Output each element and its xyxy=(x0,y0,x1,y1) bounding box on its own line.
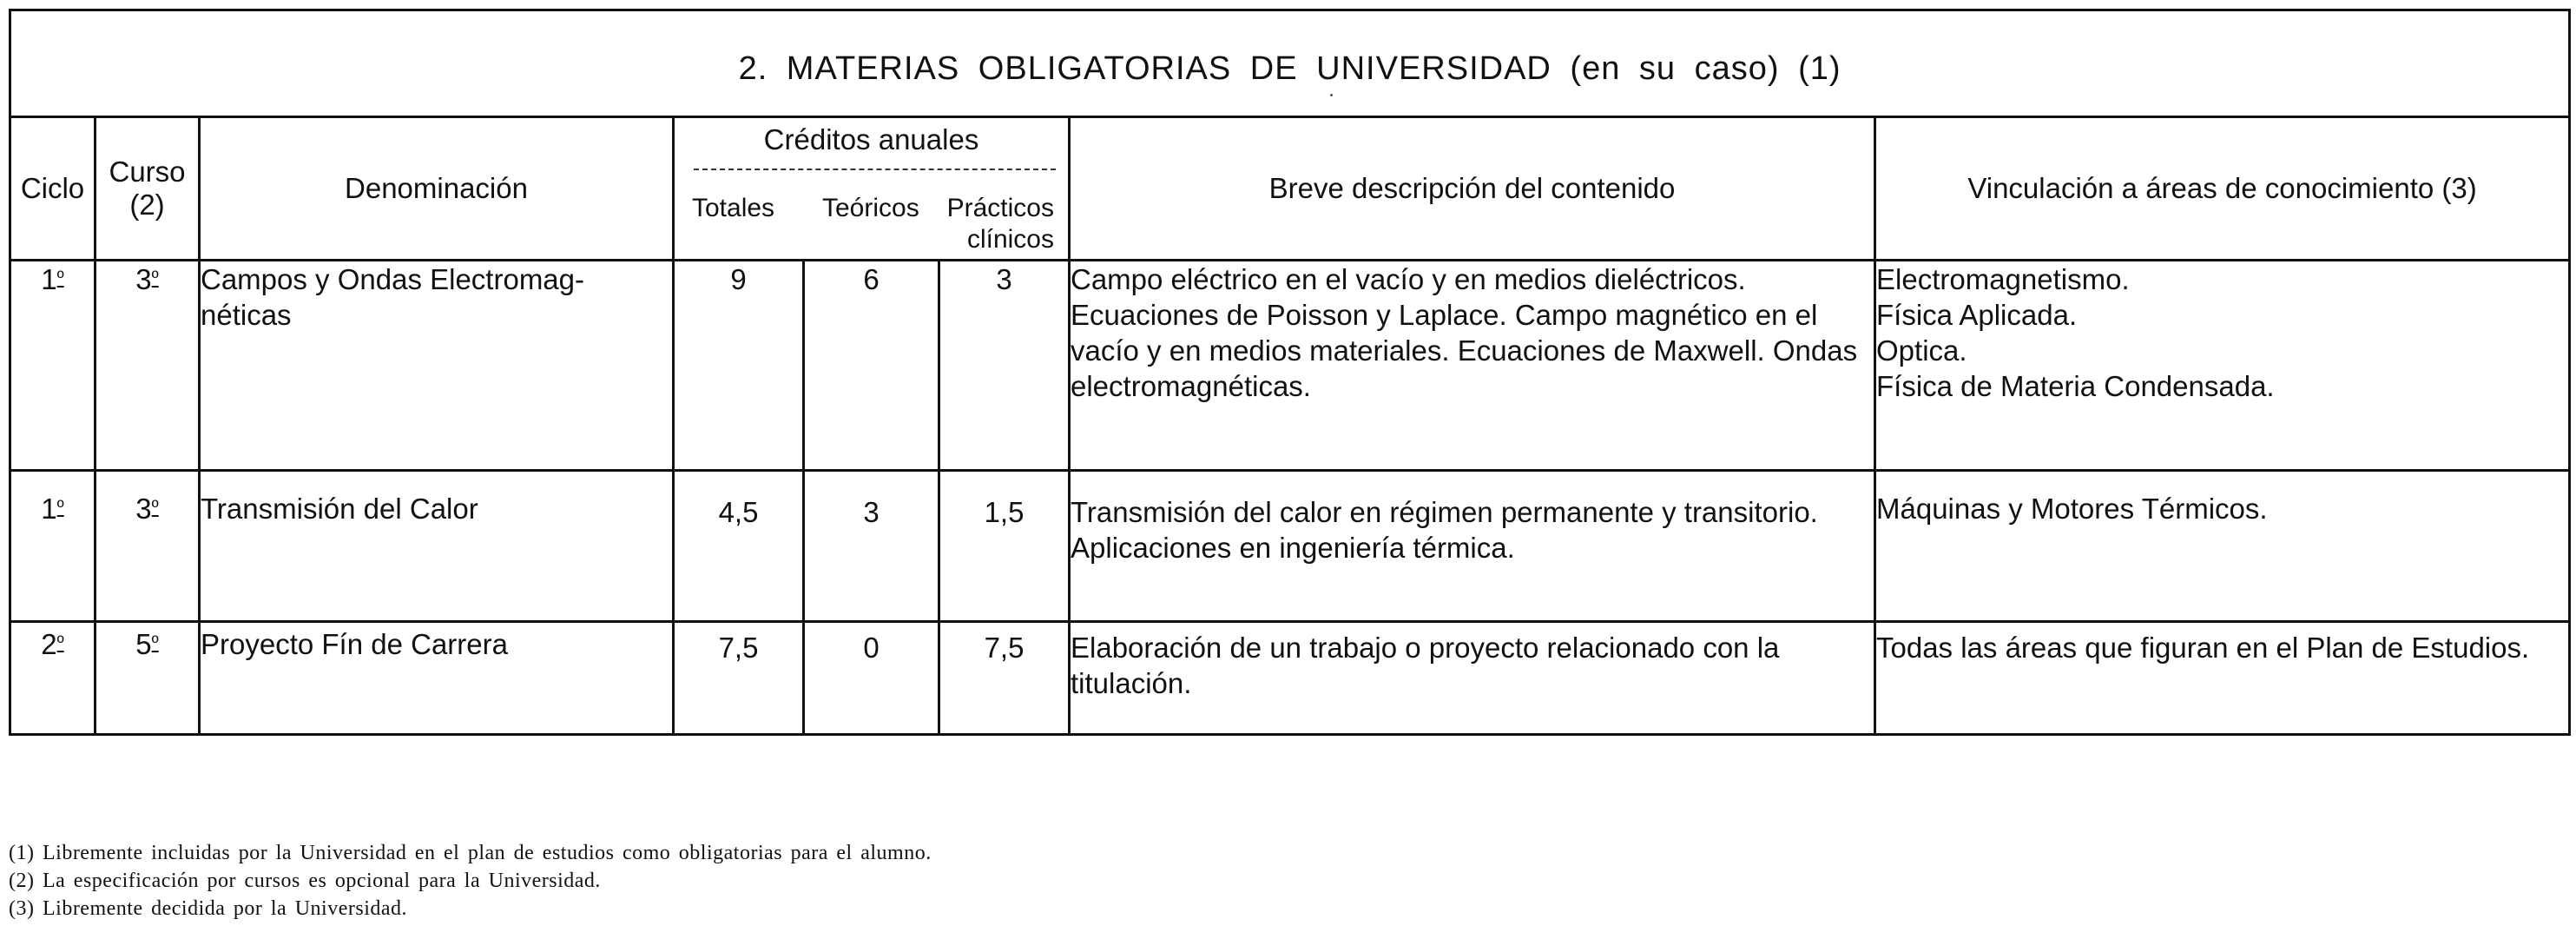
vinculacion-item: Todas las áreas que figuran en el Plan de Estudios. xyxy=(1876,632,2530,664)
table-row xyxy=(10,622,2570,735)
ordinal-mark: º xyxy=(56,632,64,653)
header-practicos-line1: Prácticos xyxy=(946,194,1054,222)
header-denominacion xyxy=(200,117,674,261)
practicos-cell: 1,5 xyxy=(939,471,1070,622)
table-row xyxy=(10,261,2570,471)
denominacion-cell: Proyecto Fín de Carrera xyxy=(200,622,674,735)
denominacion-cell: Campos y Ondas Electromag- néticas xyxy=(200,261,674,471)
header-ciclo-label: Ciclo xyxy=(20,172,85,204)
ciclo-value: 1 xyxy=(41,493,57,525)
ciclo-cell xyxy=(10,261,96,471)
vinculacion-item: Máquinas y Motores Térmicos. xyxy=(1876,493,2268,525)
dashed-separator xyxy=(694,169,1056,170)
title-row xyxy=(10,10,2570,117)
totales-cell: 7,5 xyxy=(674,622,804,735)
header-descripcion-label: Breve descripción del contenido xyxy=(1268,172,1676,204)
ordinal-mark: º xyxy=(151,496,159,518)
header-teoricos: Teóricos xyxy=(822,194,919,222)
ordinal-mark: º xyxy=(56,496,64,518)
curso-cell xyxy=(96,622,200,735)
header-vinculacion xyxy=(1875,117,2570,261)
vinculacion-cell xyxy=(1875,622,2570,735)
header-denominacion-label: Denominación xyxy=(345,172,528,204)
header-curso-note: (2) xyxy=(129,189,165,221)
table-row xyxy=(10,471,2570,622)
footnote-2: (2) La especificación por cursos es opcional para la Universidad. xyxy=(9,870,601,892)
ciclo-value: 1 xyxy=(41,263,57,295)
curso-cell xyxy=(96,261,200,471)
curso-value: 3 xyxy=(135,263,152,295)
header-descripcion xyxy=(1070,117,1875,261)
teoricos-cell: 6 xyxy=(804,261,939,471)
footnotes xyxy=(9,839,932,923)
header-row xyxy=(10,117,2570,261)
curso-value: 5 xyxy=(135,628,152,660)
vinculacion-cell xyxy=(1875,471,2570,622)
vinculacion-item: Optica. xyxy=(1876,334,1967,367)
header-vinculacion-label: Vinculación a áreas de conocimiento (3) xyxy=(1967,172,2477,204)
table-title: 2. MATERIAS OBLIGATORIAS DE UNIVERSIDAD (en su caso) (1) xyxy=(738,50,1841,87)
materias-table xyxy=(9,9,2571,736)
totales-cell: 9 xyxy=(674,261,804,471)
vinculacion-cell xyxy=(1875,261,2570,471)
ordinal-mark: º xyxy=(151,267,159,288)
ordinal-mark: º xyxy=(151,632,159,653)
header-creditos-label: Créditos anuales xyxy=(763,123,979,155)
ciclo-value: 2 xyxy=(41,628,57,660)
footnote-3: (3) Libremente decidida por la Universidad. xyxy=(9,897,408,920)
teoricos-cell: 3 xyxy=(804,471,939,622)
practicos-cell: 3 xyxy=(939,261,1070,471)
ordinal-mark: º xyxy=(56,267,64,288)
ciclo-cell xyxy=(10,622,96,735)
footnote-1: (1) Libremente incluidas por la Universidad en el plan de estudios como obligatorias para el alumno. xyxy=(9,842,932,864)
header-curso-label: Curso xyxy=(109,155,186,188)
header-creditos xyxy=(674,117,1070,261)
denominacion-cell: Transmisión del Calor xyxy=(200,471,674,622)
curso-cell xyxy=(96,471,200,622)
totales-cell: 4,5 xyxy=(674,471,804,622)
practicos-cell: 7,5 xyxy=(939,622,1070,735)
header-totales: Totales xyxy=(692,194,775,222)
vinculacion-item: Electromagnetismo. xyxy=(1876,263,2130,295)
curso-value: 3 xyxy=(135,493,152,525)
descripcion-cell: Campo eléctrico en el vacío y en medios dieléctricos. Ecuaciones de Poisson y Laplace. Campo magnético en el vacío y en medios materiales. Ecuaciones de Maxwell. Ondas electromagnéticas. xyxy=(1070,261,1875,471)
table-title-cell xyxy=(10,10,2570,117)
header-ciclo xyxy=(10,117,96,261)
vinculacion-item: Física Aplicada. xyxy=(1876,299,2078,331)
header-practicos xyxy=(947,193,1054,255)
ciclo-cell xyxy=(10,471,96,622)
teoricos-cell: 0 xyxy=(804,622,939,735)
header-curso xyxy=(96,117,200,261)
header-practicos-line2: clínicos xyxy=(966,225,1054,254)
descripcion-cell: Elaboración de un trabajo o proyecto relacionado con la titulación. xyxy=(1070,622,1875,735)
descripcion-cell: Transmisión del calor en régimen permanente y transitorio. Aplicaciones en ingeniería térmica. xyxy=(1070,471,1875,622)
vinculacion-item: Física de Materia Condensada. xyxy=(1876,370,2275,402)
